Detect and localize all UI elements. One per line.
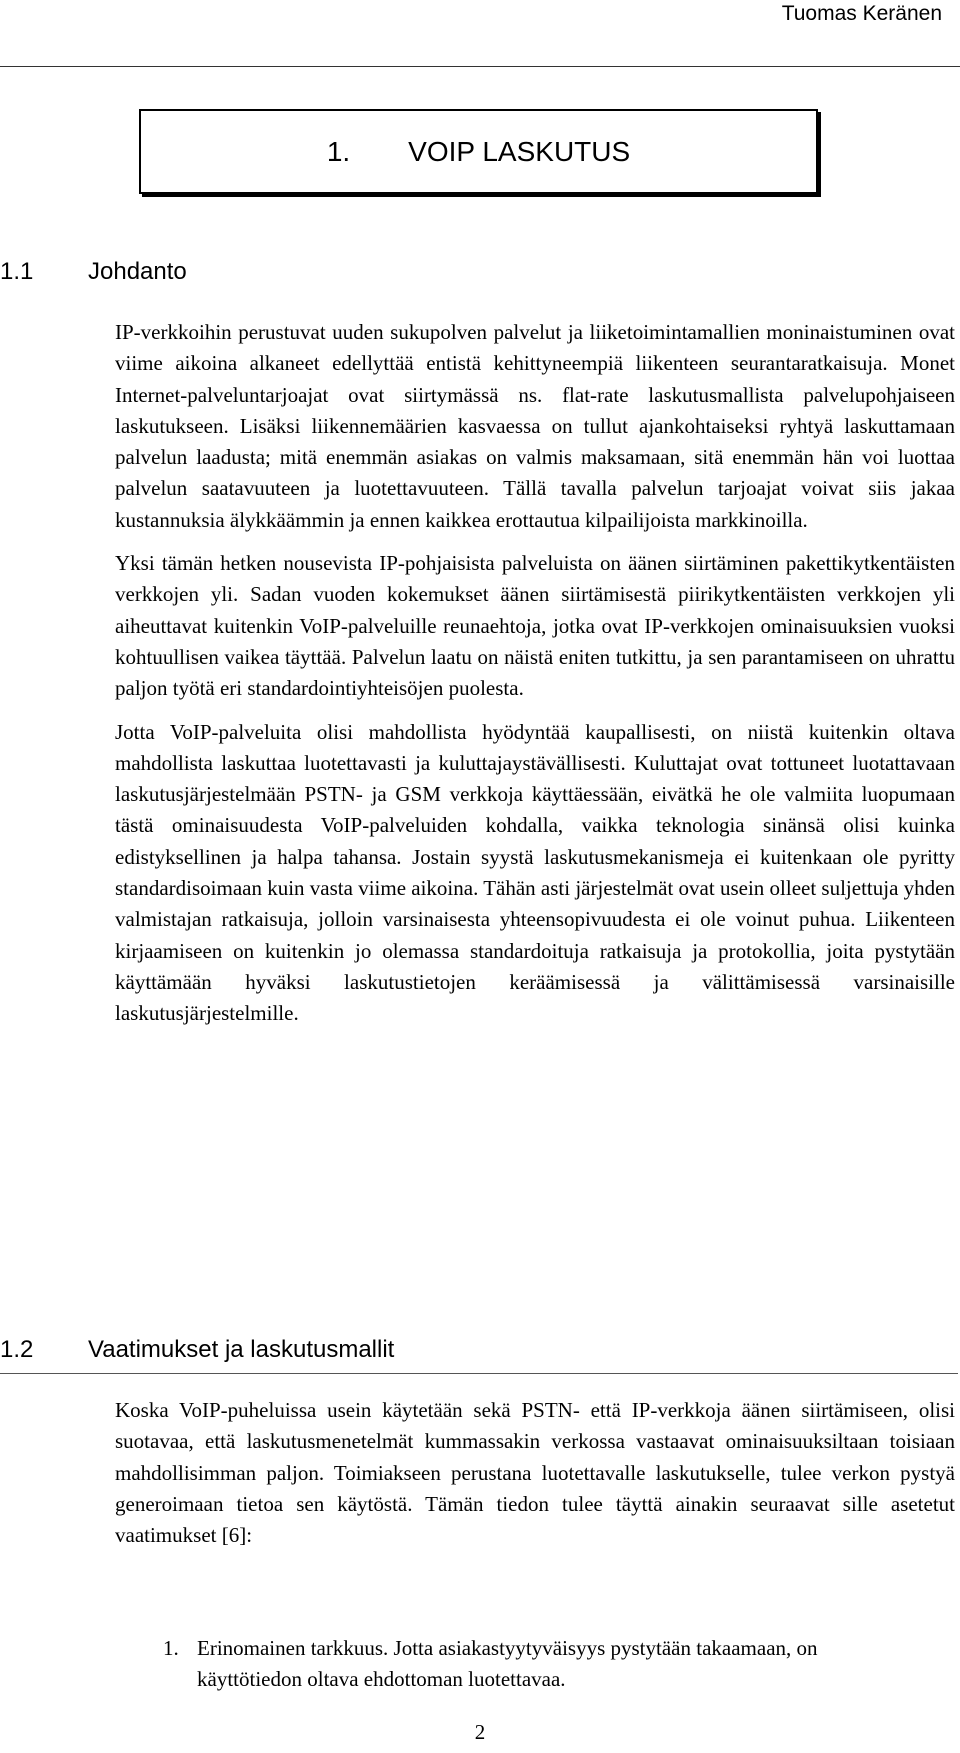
page-number: 2 [474, 1720, 486, 1744]
section-title: Vaatimukset ja laskutusmallit [88, 1336, 395, 1363]
section-title: Johdanto [88, 258, 187, 285]
chapter-title-box [139, 109, 818, 194]
list-item-text: Erinomainen tarkkuus. Jotta asiakastyytyväisyys pystytään takaamaan, on käyttötiedon oltava ehdottoman luotettavaa. [197, 1636, 818, 1691]
header-author: Tuomas Keränen [781, 2, 942, 25]
paragraph: Yksi tämän hetken nousevista IP-pohjaisista palveluista on äänen siirtäminen pakettikytkentäisten verkkojen yli. Sadan vuoden kokemukset äänen siirtämisestä piirikytkentäisten verkkojen yli aiheuttavat kuitenkin VoIP-palveluille reunaehtoja, jotka ovat IP-verkkojen ominaisuuksien vuoksi kohtuullisen vaikea täyttää. Palvelun laatu on näistä eniten tutkittu, ja sen parantamiseen on uhrattu paljon työtä eri standardointiyhteisöjen puolesta. [115, 551, 955, 701]
section-number: 1.1 [0, 258, 34, 285]
paragraph: IP-verkkoihin perustuvat uuden sukupolven palvelut ja liiketoimintamallien moninaistuminen ovat viime aikoina alkaneet edellyttää entistä kehittyneempiä liikenteen seurantaratkaisuja. Monet Internet-palveluntarjoajat ovat siirtymässä ns. flat-rate laskutusmallista palvelupohjaiseen laskutukseen. Lisäksi liikennemäärien kasvaessa on tullut ajankohtaiseksi ryhtyä laskuttamaan palvelun laadusta; mitä enemmän asiakas on valmis maksamaan, sitä enemmän hän voi luottaa palvelun saatavuuteen ja luotettavuuteen. Tällä tavalla palvelun tarjoajat voivat siis jakaa kustannuksia älykkäämmin ja ennen kaikkea erottautua kilpailijoista markkinoilla. [115, 320, 955, 532]
chapter-number: 1. [326, 135, 351, 167]
section-heading-johdanto [0, 255, 958, 289]
paragraph: Koska VoIP-puheluissa usein käytetään sekä PSTN- että IP-verkkoja äänen siirtämiseen, olisi suotavaa, että laskutusmenetelmät kummassakin verkossa vastaavat ominaisuuksiltaan toisiaan mahdollisimman paljon. Toimiakseen perustana luotettavalle laskutukselle, tulee verkon pystyä generoimaan tietoa sen käytöstä. Tämän tiedon tulee täyttä ainakin seuraavat sille asetetut vaatimukset [6]: [115, 1398, 955, 1548]
section-number: 1.2 [0, 1336, 34, 1363]
paragraph: Jotta VoIP-palveluita olisi mahdollista hyödyntää kaupallisesti, on niistä kuitenkin oltava mahdollista laskuttaa luotettavasti ja kuluttajaystävällisesti. Kuluttajat ovat tottuneet luotattavaan laskutusjärjestelmään PSTN- ja GSM verkkoja käyttäessään, eivätkä he ole valmiita luopumaan tästä ominaisuudesta VoIP-palveluiden kohdalla, vaikka teknologia sinänsä olisi kuinka edistyksellinen ja halpa tahansa. Jostain syystä laskutusmekanismeja ei kuitenkaan ole pyritty standardisoimaan kuin vasta viime aikoina. Tähän asti järjestelmät ovat usein olleet suljettuja yhden valmistajan ratkaisuja, jolloin varsinaisesta yhteensopivuudesta ei ole voinut puhua. Liikenteen kirjaamiseen on kuitenkin jo olemassa standardoituja ratkaisuja ja protokollia, joita pystytään käyttämään hyväksi laskutustietojen keräämisessä ja välittämisessä varsinaisille laskutusjärjestelmille. [115, 719, 955, 1026]
header-divider [0, 66, 960, 67]
chapter-title: VOIP LASKUTUS [408, 135, 631, 167]
section-heading-vaatimukset [0, 1333, 958, 1374]
list-marker: 1. [163, 1636, 179, 1660]
section-body-johdanto [115, 317, 955, 1042]
list-item [163, 1633, 883, 1695]
section-body-vaatimukset [115, 1395, 955, 1563]
